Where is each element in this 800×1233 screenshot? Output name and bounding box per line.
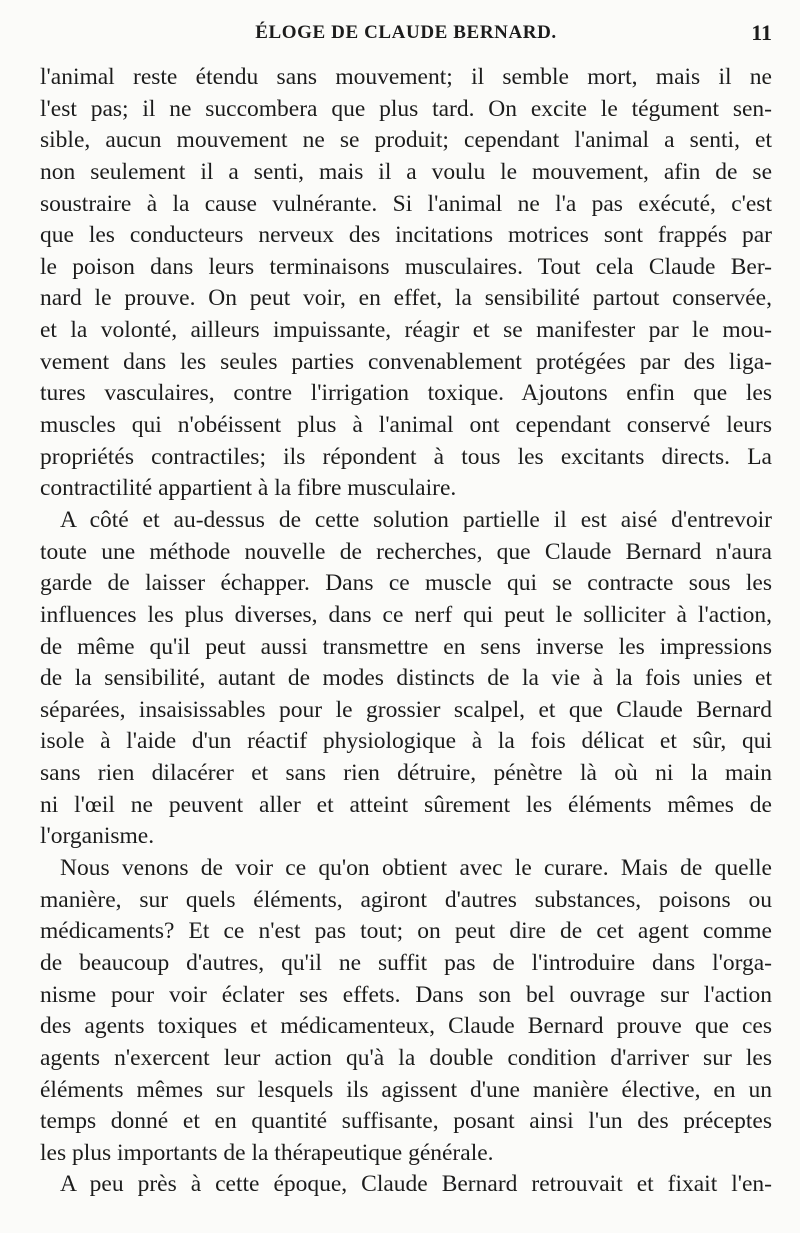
text-line: les plus importants de la thérapeutique générale. <box>40 1139 494 1166</box>
text-line: vement dans les seules parties convenablement protégées par des liga- <box>40 348 772 375</box>
paragraph <box>40 1169 772 1201</box>
text-line: et la volonté, ailleurs impuissante, réagir et se manifester par le mou- <box>40 317 772 344</box>
text-line: éléments mêmes sur lesquels ils agissent d'une manière élective, en un <box>40 1076 772 1103</box>
paragraph <box>40 62 772 505</box>
paragraph <box>40 853 772 1169</box>
text-line: temps donné et en quantité suffisante, posant ainsi l'un des préceptes <box>40 1108 772 1135</box>
text-line: nard le prouve. On peut voir, en effet, la sensibilité partout conservée, <box>40 285 772 312</box>
text-line: ni l'œil ne peuvent aller et atteint sûrement les éléments mêmes de <box>40 791 772 818</box>
text-line: soustraire à la cause vulnérante. Si l'animal ne l'a pas exécuté, c'est <box>40 190 772 217</box>
text-line: de beaucoup d'autres, qu'il ne suffit pas de l'introduire dans l'orga- <box>40 949 772 976</box>
text-line: l'organisme. <box>40 823 155 850</box>
text-line: que les conducteurs nerveux des incitations motrices sont frappés par <box>40 222 772 249</box>
text-line: non seulement il a senti, mais il a voulu le mouvement, afin de se <box>40 158 772 185</box>
text-line: séparées, insaisissables pour le grossier scalpel, et que Claude Bernard <box>40 696 772 723</box>
text-line: des agents toxiques et médicamenteux, Claude Bernard prouve que ces <box>40 1013 772 1040</box>
running-header <box>40 20 772 50</box>
text-line: agents n'exercent leur action qu'à la double condition d'arriver sur les <box>40 1044 772 1071</box>
text-line: sans rien dilacérer et sans rien détruire, pénètre là où ni la main <box>40 760 772 787</box>
text-line: médicaments? Et ce n'est pas tout; on peut dire de cet agent comme <box>40 918 772 945</box>
text-line: A peu près à cette époque, Claude Bernard retrouvait et fixait l'en- <box>60 1171 772 1198</box>
paragraph <box>40 505 772 853</box>
text-line: le poison dans leurs terminaisons musculaires. Tout cela Claude Ber- <box>40 253 772 280</box>
text-line: propriétés contractiles; ils répondent à tous les excitants directs. La <box>40 443 772 470</box>
text-line: Nous venons de voir ce qu'on obtient avec le curare. Mais de quelle <box>60 855 772 882</box>
body-text <box>40 62 772 1201</box>
text-line: de même qu'il peut aussi transmettre en sens inverse les impressions <box>40 633 772 660</box>
text-line: manière, sur quels éléments, agiront d'autres substances, poisons ou <box>40 886 772 913</box>
text-line: l'est pas; il ne succombera que plus tard. On excite le tégument sen- <box>40 95 772 122</box>
text-line: toute une méthode nouvelle de recherches, que Claude Bernard n'aura <box>40 538 772 565</box>
text-line: garde de laisser échapper. Dans ce muscle qui se contracte sous les <box>40 570 772 597</box>
text-line: tures vasculaires, contre l'irrigation toxique. Ajoutons enfin que les <box>40 380 772 407</box>
page-number: 11 <box>751 20 772 45</box>
text-line: de la sensibilité, autant de modes distincts de la vie à la fois unies et <box>40 665 772 692</box>
text-line: nisme pour voir éclater ses effets. Dans son bel ouvrage sur l'action <box>40 981 772 1008</box>
text-line: muscles qui n'obéissent plus à l'animal ont cependant conservé leurs <box>40 412 772 439</box>
text-line: A côté et au-dessus de cette solution partielle il est aisé d'entrevoir <box>60 506 772 533</box>
text-line: isole à l'aide d'un réactif physiologique à la fois délicat et sûr, qui <box>40 728 772 755</box>
text-line: l'animal reste étendu sans mouvement; il semble mort, mais il ne <box>40 64 772 90</box>
text-line: sible, aucun mouvement ne se produit; cependant l'animal a senti, et <box>40 127 772 154</box>
text-line: influences les plus diverses, dans ce nerf qui peut le solliciter à l'action, <box>40 601 772 628</box>
text-line: contractilité appartient à la fibre musculaire. <box>40 475 457 502</box>
running-title: ÉLOGE DE CLAUDE BERNARD. <box>255 22 557 43</box>
